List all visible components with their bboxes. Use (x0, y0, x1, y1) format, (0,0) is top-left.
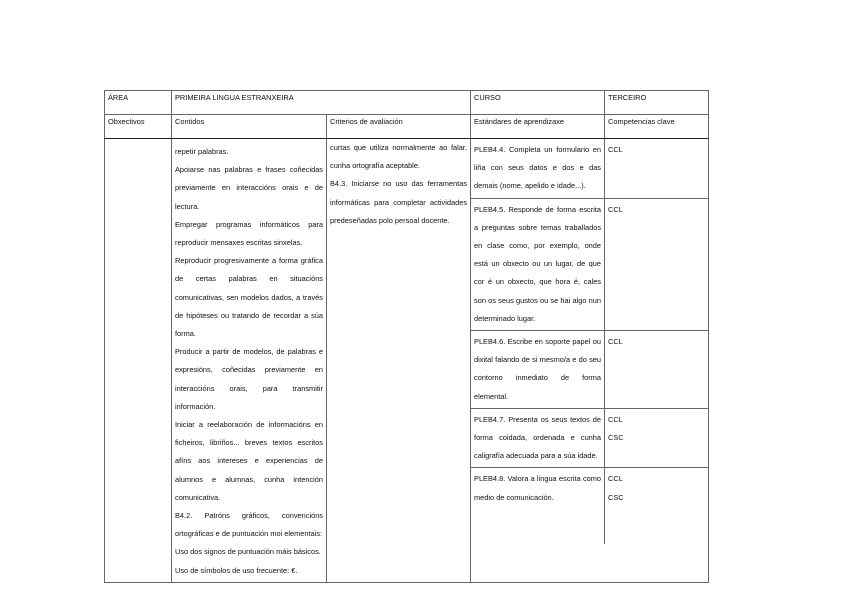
content-item: Uso de símbolos de uso frecuente: €. (175, 565, 298, 575)
standard-text: PLEB4.4. Completa un formulario en liña con seus datos e dos e das demais (nome, apelido e idade...). (471, 139, 605, 198)
standard-text: PLEB4.5. Responde de forma escrita a preguntas sobre temas traballados en clase como, por exemplo, onde está un obxecto ou un lugar, de que cor é un obxecto, que hora é, cales son os seus gustos ou se hai algo nun determinado lugar. (471, 198, 605, 330)
competence-cell (605, 331, 709, 409)
content-item: Apoiarse nas palabras e frases coñecidas previamente en interaccións orais e de lectura. (175, 165, 323, 211)
standards-table (471, 139, 708, 544)
competence-code: CSC (608, 492, 624, 502)
standard-row (471, 468, 708, 544)
competence-code: CSC (608, 433, 624, 443)
objectives-cell (105, 139, 172, 583)
header-row (105, 91, 709, 115)
competence-cell (605, 408, 709, 468)
content-item: Uso dos signos de puntuación máis básicos. (175, 547, 321, 557)
standard-text: PLEB4.6. Escribe en soporte papel ou dixital falando de si mesmo/a e do seu contorno inmediato de forma elemental. (471, 331, 605, 409)
competence-cell (605, 139, 709, 198)
competence-code: CCL (608, 145, 623, 154)
content-item: Producir a partir de modelos, de palabras e expresións, coñecidas previamente en interaccións orais, para transmitir información. (175, 347, 323, 411)
curso-value: TERCEIRO (605, 91, 709, 115)
standard-row (471, 331, 708, 409)
content-item: Empregar programas informáticos para reproducir mensaxes escritas sinxelas. (175, 219, 323, 248)
col-competences: Competencias clave (605, 115, 709, 139)
col-criteria: Criterios de avaliación (327, 115, 471, 139)
area-label: ÁREA (105, 91, 172, 115)
col-standards: Estándares de aprendizaxe (471, 115, 605, 139)
column-header-row (105, 115, 709, 139)
standard-text: PLEB4.7. Presenta os seus textos de forma coidada, ordenada e cunha caligrafía adecuada para a súa idade. (471, 408, 605, 468)
content-item: Reproducir progresivamente a forma gráfica de certas palabras en situacións comunicativas, sen modelos dados, a través de hipóteses ou tratando de recordar a súa forma. (175, 256, 323, 339)
criteria-item: B4.3. Iniciarse no uso das ferramentas informáticas para completar actividades predeseñadas polo persoal docente. (330, 179, 468, 225)
curso-label: CURSO (471, 91, 605, 115)
content-item: repetir palabras. (175, 147, 229, 156)
col-objectives: Obxectivos (105, 115, 172, 139)
standard-text: PLEB4.8. Valora a lingua escrita como medio de comunicación. (471, 468, 605, 544)
standard-row (471, 198, 708, 330)
curriculum-table (104, 90, 709, 583)
competence-code: CCL (608, 474, 623, 484)
competence-code: CCL (608, 414, 623, 424)
competence-code: CCL (608, 204, 623, 214)
col-contents: Contidos (172, 115, 327, 139)
competence-cell (605, 468, 709, 544)
content-item: B4.2. Patróns gráficos, convencións ortográficas e de puntuación moi elementais: (175, 511, 323, 539)
body-row (105, 139, 709, 583)
standard-row (471, 408, 708, 468)
criteria-cell (327, 139, 471, 583)
standards-block (471, 139, 709, 583)
standard-row (471, 139, 708, 198)
competence-cell (605, 198, 709, 330)
contents-cell (172, 139, 327, 583)
criteria-item: curtas que utiliza normalmente ao falar, cunha ortografía aceptable. (330, 143, 468, 171)
area-value: PRIMEIRA LINGUA ESTRANXEIRA (172, 91, 471, 115)
competence-code: CCL (608, 337, 623, 347)
content-item: Iniciar a reelaboración de informacións en ficheiros, libriños... breves textos escritos afíns aos intereses e experiencias de alumnos e alumnas, cunha intención comunicativa. (175, 420, 323, 502)
